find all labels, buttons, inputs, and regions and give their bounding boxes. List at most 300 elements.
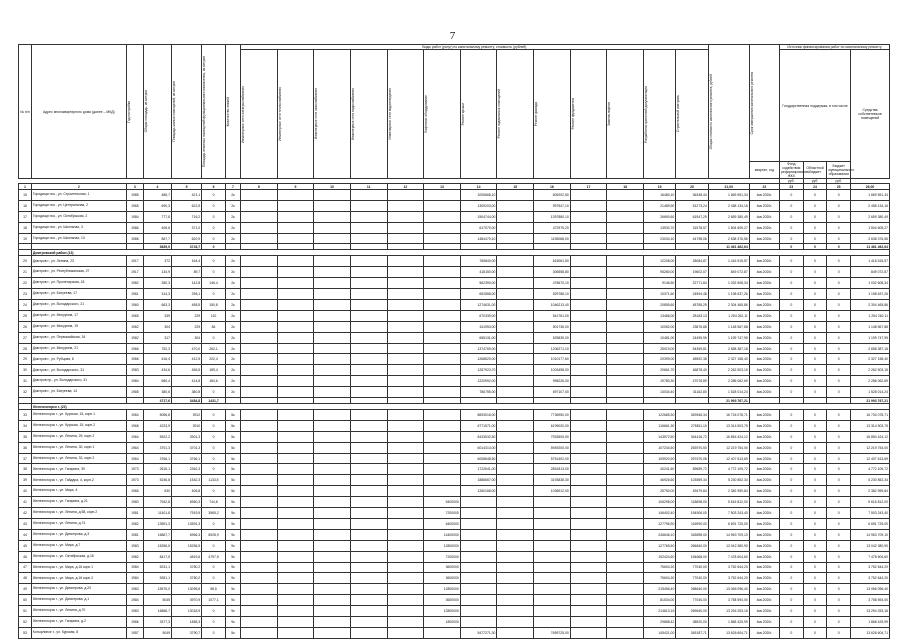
row-address: Дмитров г., ул. Республиканская, 27 bbox=[31, 267, 126, 278]
row-year: 1973 bbox=[126, 464, 143, 475]
table-row bbox=[19, 332, 890, 343]
row-local: 0 bbox=[827, 595, 851, 606]
row-fund: 0 bbox=[779, 508, 803, 519]
row-work-2 bbox=[277, 343, 314, 354]
row-year: 1981 bbox=[126, 529, 143, 540]
row-local: 0 bbox=[827, 267, 851, 278]
row-lift bbox=[424, 289, 461, 300]
row-design: 145421,00 bbox=[644, 627, 676, 638]
row-work-3 bbox=[314, 584, 351, 595]
row-basement bbox=[497, 278, 534, 289]
subtotal-living-area: 3484,8 bbox=[172, 398, 202, 404]
row-lift-replace bbox=[607, 354, 644, 365]
row-lift bbox=[424, 332, 461, 343]
row-owners: 1 199 747,95 bbox=[851, 332, 890, 343]
row-work-4 bbox=[350, 616, 387, 627]
row-design: 152424,60 bbox=[644, 551, 676, 562]
table-row bbox=[19, 562, 890, 573]
row-work-3 bbox=[314, 321, 351, 332]
row-work-3 bbox=[314, 233, 351, 244]
row-work-5 bbox=[387, 595, 424, 606]
row-control: 22771,84 bbox=[676, 278, 708, 289]
row-floors: 2к bbox=[225, 387, 240, 398]
row-foundation bbox=[570, 267, 607, 278]
row-control: 116990,00 bbox=[676, 518, 708, 529]
row-lift bbox=[424, 387, 461, 398]
row-work-4 bbox=[350, 420, 387, 431]
row-work-4 bbox=[350, 200, 387, 211]
row-work-3 bbox=[314, 540, 351, 551]
row-total-cost: 1 199 747,95 bbox=[708, 332, 749, 343]
row-roof: 1274631,00 bbox=[460, 300, 497, 311]
row-number: 39 bbox=[19, 475, 32, 486]
row-lift-replace bbox=[607, 584, 644, 595]
row-owners: 3 758 594,00 bbox=[851, 595, 890, 606]
row-address: Железногорск г., ул. Мира, д.16 корп.1 bbox=[31, 562, 126, 573]
row-number: 19 bbox=[19, 233, 32, 244]
row-facade: 1010177,60 bbox=[534, 354, 571, 365]
row-work-5 bbox=[387, 431, 424, 442]
row-number: 17 bbox=[19, 211, 32, 222]
row-lift-replace bbox=[607, 321, 644, 332]
row-living-area: 4819,6 bbox=[172, 551, 202, 562]
row-facade: 1397880,10 bbox=[534, 211, 571, 222]
row-nonres-area: 150,8 bbox=[202, 300, 226, 311]
row-work-4 bbox=[350, 595, 387, 606]
row-number: 34 bbox=[19, 420, 32, 431]
row-owners: 7 503 243,40 bbox=[851, 508, 890, 519]
header-work-4: Инженерные сети водоснабжения bbox=[350, 87, 355, 141]
row-lift bbox=[424, 233, 461, 244]
row-living-area: 6966,3 bbox=[172, 529, 202, 540]
column-number: 17 bbox=[570, 184, 607, 190]
row-local: 0 bbox=[827, 584, 851, 595]
row-facade: 1155068,00 bbox=[534, 233, 571, 244]
subtotal-total-cost: 21 993 767,21 bbox=[708, 398, 749, 404]
row-deadline: 4кв.2020г. bbox=[749, 300, 779, 311]
row-facade: 306558,80 bbox=[534, 267, 571, 278]
row-work-4 bbox=[350, 332, 387, 343]
row-roof: 1220992,00 bbox=[460, 376, 497, 387]
row-work-1 bbox=[240, 573, 277, 584]
column-number: 26,00 bbox=[851, 184, 890, 190]
row-basement bbox=[497, 584, 534, 595]
row-foundation bbox=[570, 497, 607, 508]
row-year: 1957 bbox=[126, 627, 143, 638]
row-foundation bbox=[570, 289, 607, 300]
row-control: 44798,06 bbox=[676, 233, 708, 244]
row-foundation bbox=[570, 310, 607, 321]
row-control: 266840,00 bbox=[676, 540, 708, 551]
row-total-cost: 2 658 387,18 bbox=[708, 343, 749, 354]
row-design: 143572,50 bbox=[644, 431, 676, 442]
row-owners: 13 042 380,90 bbox=[851, 540, 890, 551]
row-regional: 0 bbox=[803, 387, 827, 398]
row-deadline: 4кв.2020г. bbox=[749, 289, 779, 300]
row-regional: 0 bbox=[803, 551, 827, 562]
row-design: 16480,10 bbox=[644, 190, 676, 201]
row-total-area: 11401,8 bbox=[143, 508, 171, 519]
row-number: 49 bbox=[19, 584, 32, 595]
row-local: 0 bbox=[827, 222, 851, 233]
row-foundation bbox=[570, 464, 607, 475]
row-floors: 9к bbox=[225, 584, 240, 595]
row-nonres-area: 0 bbox=[202, 562, 226, 573]
row-work-2 bbox=[277, 431, 314, 442]
row-year: 1984 bbox=[126, 595, 143, 606]
row-number: 46 bbox=[19, 551, 32, 562]
row-facade: 3193838,30 bbox=[534, 475, 571, 486]
table-body bbox=[19, 190, 890, 639]
row-facade: 478670,10 bbox=[534, 278, 571, 289]
row-nonres-area: 0 bbox=[202, 410, 226, 421]
row-living-area: 13591,3 bbox=[172, 518, 202, 529]
row-floors: 2к bbox=[225, 211, 240, 222]
row-local: 0 bbox=[827, 278, 851, 289]
row-work-2 bbox=[277, 211, 314, 222]
row-control: 77040,00 bbox=[676, 573, 708, 584]
row-total-area: 16866,7 bbox=[143, 606, 171, 617]
row-owners: 14 963 709,10 bbox=[851, 529, 890, 540]
row-work-1 bbox=[240, 365, 277, 376]
row-design: 10052,00 bbox=[644, 321, 676, 332]
row-local: 0 bbox=[827, 497, 851, 508]
header-nonres-area: Площадь нежилых помещений функционального назначения, кв.метров bbox=[202, 56, 207, 167]
row-control: 47078,89 bbox=[676, 376, 708, 387]
column-number: 3 bbox=[126, 184, 143, 190]
row-work-3 bbox=[314, 486, 351, 497]
row-roof bbox=[460, 540, 497, 551]
row-total-area: 314,3 bbox=[143, 289, 171, 300]
row-local: 0 bbox=[827, 354, 851, 365]
row-work-5 bbox=[387, 453, 424, 464]
row-address: Дмитров г., ул. Пролетарская, 18 bbox=[31, 278, 126, 289]
row-fund: 0 bbox=[779, 540, 803, 551]
row-work-2 bbox=[277, 518, 314, 529]
row-control: 77040,00 bbox=[676, 562, 708, 573]
row-roof: 1260168,00 bbox=[460, 486, 497, 497]
row-foundation bbox=[570, 627, 607, 638]
row-number: 23 bbox=[19, 289, 32, 300]
row-deadline: 4кв.2020г. bbox=[749, 365, 779, 376]
row-deadline: 4кв.2020г. bbox=[749, 278, 779, 289]
row-foundation bbox=[570, 387, 607, 398]
row-lift-replace bbox=[607, 627, 644, 638]
row-work-4 bbox=[350, 475, 387, 486]
row-address: Железногорск г., ул. Ленина, 30, корп.1 bbox=[31, 442, 126, 453]
row-lift-replace bbox=[607, 310, 644, 321]
row-nonres-area: 0 bbox=[202, 420, 226, 431]
row-total-area: 5351,1 bbox=[143, 573, 171, 584]
row-lift-replace bbox=[607, 606, 644, 617]
row-local: 0 bbox=[827, 233, 851, 244]
row-year: 1982 bbox=[126, 551, 143, 562]
row-local: 0 bbox=[827, 573, 851, 584]
row-fund: 0 bbox=[779, 267, 803, 278]
row-nonres-area: 1077,1 bbox=[202, 595, 226, 606]
row-floors: 2к bbox=[225, 190, 240, 201]
row-fund: 0 bbox=[779, 256, 803, 267]
row-design: 20661,70 bbox=[644, 365, 676, 376]
row-roof: 6008848,50 bbox=[460, 453, 497, 464]
row-roof: 765840,00 bbox=[460, 256, 497, 267]
row-foundation bbox=[570, 551, 607, 562]
row-basement bbox=[497, 497, 534, 508]
row-number: 28 bbox=[19, 343, 32, 354]
row-year: 1982 bbox=[126, 278, 143, 289]
subtotal-living-area: 3743,7 bbox=[172, 244, 202, 250]
row-year: 1968 bbox=[126, 420, 143, 431]
row-living-area: 3970,9 bbox=[172, 595, 202, 606]
row-work-1 bbox=[240, 343, 277, 354]
row-basement bbox=[497, 376, 534, 387]
row-work-4 bbox=[350, 233, 387, 244]
row-lift bbox=[424, 200, 461, 211]
row-address: Дмитров г., ул. Ленина, 23 bbox=[31, 256, 126, 267]
row-facade bbox=[534, 508, 571, 519]
row-control: 61947,29 bbox=[676, 211, 708, 222]
row-nonres-area: 6928,9 bbox=[202, 529, 226, 540]
row-address: Городищи пос., ул. Центральная, 2 bbox=[31, 200, 126, 211]
row-total-cost: 2 286 062,69 bbox=[708, 376, 749, 387]
row-design: 29888,42 bbox=[644, 616, 676, 627]
row-year: 1962 bbox=[126, 321, 143, 332]
row-facade bbox=[534, 562, 571, 573]
row-address: Дмитров г., ул. Мичурина, 21 bbox=[31, 343, 126, 354]
row-address: Дмитров пр., ул. Володарского, 31 bbox=[31, 376, 126, 387]
row-basement bbox=[497, 627, 534, 638]
row-address: Железногорск г., ул. Гагарина, 39 bbox=[31, 464, 126, 475]
row-foundation bbox=[570, 354, 607, 365]
row-nonres-area: 0 bbox=[202, 267, 226, 278]
row-fund: 0 bbox=[779, 200, 803, 211]
row-floors: 9к bbox=[225, 573, 240, 584]
table-row bbox=[19, 300, 890, 311]
row-number: 21 bbox=[19, 267, 32, 278]
row-foundation bbox=[570, 595, 607, 606]
row-total-area: 3377,3 bbox=[143, 616, 171, 627]
row-floors: 9к bbox=[225, 616, 240, 627]
row-work-1 bbox=[240, 562, 277, 573]
row-work-4 bbox=[350, 300, 387, 311]
row-work-3 bbox=[314, 267, 351, 278]
row-roof: 1374769,00 bbox=[460, 343, 497, 354]
row-local: 0 bbox=[827, 343, 851, 354]
row-number: 51 bbox=[19, 606, 32, 617]
row-work-3 bbox=[314, 211, 351, 222]
row-roof: 617070,00 bbox=[460, 222, 497, 233]
row-total-cost: 2 327 158,40 bbox=[708, 354, 749, 365]
row-living-area: 13018,9 bbox=[172, 606, 202, 617]
row-deadline: 4кв.2020г. bbox=[749, 200, 779, 211]
row-work-5 bbox=[387, 584, 424, 595]
row-work-2 bbox=[277, 376, 314, 387]
row-control: 118698,00 bbox=[676, 497, 708, 508]
row-fund: 0 bbox=[779, 464, 803, 475]
row-lift-replace bbox=[607, 365, 644, 376]
row-living-area: 620,9 bbox=[172, 233, 202, 244]
row-work-3 bbox=[314, 573, 351, 584]
row-design: 127796,90 bbox=[644, 518, 676, 529]
row-design: 75604,20 bbox=[644, 573, 676, 584]
row-floors: 5к bbox=[225, 442, 240, 453]
row-work-5 bbox=[387, 627, 424, 638]
row-roof bbox=[460, 606, 497, 617]
row-roof bbox=[460, 518, 497, 529]
header-works-group: Виды работ (услуг) по капитальному ремонту, стоимость (рублей) bbox=[240, 45, 708, 50]
row-regional: 0 bbox=[803, 540, 827, 551]
row-year: 1960 bbox=[126, 300, 143, 311]
table-row bbox=[19, 486, 890, 497]
row-fund: 0 bbox=[779, 343, 803, 354]
table-row bbox=[19, 354, 890, 365]
row-foundation bbox=[570, 332, 607, 343]
row-basement bbox=[497, 387, 534, 398]
row-nonres-area: 0 bbox=[202, 190, 226, 201]
row-work-5 bbox=[387, 387, 424, 398]
row-facade: 1003498,00 bbox=[534, 365, 571, 376]
row-total-cost: 1 032 608,34 bbox=[708, 278, 749, 289]
row-work-5 bbox=[387, 562, 424, 573]
row-owners: 12 219 754,00 bbox=[851, 442, 890, 453]
row-year: 1917 bbox=[126, 256, 143, 267]
row-regional: 0 bbox=[803, 365, 827, 376]
row-address: Дмитров г., ул. Первомайская, 34 bbox=[31, 332, 126, 343]
row-total-cost: 16 854 424,12 bbox=[708, 431, 749, 442]
row-year: 1982 bbox=[126, 332, 143, 343]
row-year: 1983 bbox=[126, 540, 143, 551]
row-owners: 16 734 078,71 bbox=[851, 410, 890, 421]
column-number: 5 bbox=[172, 184, 202, 190]
row-address: Железногорск г., ул. Курская, 15, корп.1 bbox=[31, 410, 126, 421]
header-total-area: Общая площадь, кв.метров bbox=[143, 90, 148, 133]
row-control: 31578,57 bbox=[676, 222, 708, 233]
row-regional: 0 bbox=[803, 442, 827, 453]
row-floors: 2к bbox=[225, 256, 240, 267]
row-owners: 1 148 567,88 bbox=[851, 321, 890, 332]
row-work-5 bbox=[387, 310, 424, 321]
row-deadline: 4кв.2020г. bbox=[749, 573, 779, 584]
row-deadline: 4кв.2020г. bbox=[749, 233, 779, 244]
row-total-cost: 1 504 605,27 bbox=[708, 222, 749, 233]
row-lift bbox=[424, 321, 461, 332]
row-fund: 0 bbox=[779, 278, 803, 289]
row-lift-replace bbox=[607, 497, 644, 508]
row-roof: 611953,00 bbox=[460, 321, 497, 332]
row-lift-replace bbox=[607, 573, 644, 584]
row-roof: 1484470,10 bbox=[460, 233, 497, 244]
row-control: 278811,10 bbox=[676, 420, 708, 431]
subtotal-total-area: 3839,0 bbox=[143, 244, 171, 250]
row-owners: 1 528 014,24 bbox=[851, 387, 890, 398]
row-local: 0 bbox=[827, 190, 851, 201]
row-work-5 bbox=[387, 200, 424, 211]
row-floors: 5к bbox=[225, 486, 240, 497]
row-roof: 6771571,00 bbox=[460, 420, 497, 431]
row-facade: 529788,10 bbox=[534, 289, 571, 300]
row-work-1 bbox=[240, 420, 277, 431]
row-total-area: 13591,3 bbox=[143, 518, 171, 529]
row-work-2 bbox=[277, 200, 314, 211]
table-row bbox=[19, 616, 890, 627]
unit-rub: руб. bbox=[827, 179, 851, 184]
row-lift-replace bbox=[607, 486, 644, 497]
row-nonres-area: 0 bbox=[202, 332, 226, 343]
row-work-2 bbox=[277, 420, 314, 431]
header-local: Бюджет муниципального образования bbox=[827, 162, 851, 179]
row-lift-replace bbox=[607, 540, 644, 551]
row-basement bbox=[497, 233, 534, 244]
row-lift-replace bbox=[607, 190, 644, 201]
row-facade bbox=[534, 595, 571, 606]
row-address: Железногорск г., ул. Мира, д.16 корп.2 bbox=[31, 573, 126, 584]
row-work-2 bbox=[277, 562, 314, 573]
row-work-3 bbox=[314, 343, 351, 354]
row-foundation bbox=[570, 562, 607, 573]
row-living-area: 229 bbox=[172, 321, 202, 332]
row-year: 1986 bbox=[126, 233, 143, 244]
row-total-area: 752,3 bbox=[143, 343, 171, 354]
row-total-area: 4223,9 bbox=[143, 420, 171, 431]
row-lift: 12800000 bbox=[424, 540, 461, 551]
row-nonres-area: 184,6 bbox=[202, 376, 226, 387]
row-floors: 5к bbox=[225, 410, 240, 421]
row-basement bbox=[497, 354, 534, 365]
row-lift: 14400000 bbox=[424, 529, 461, 540]
subtotal-regional: 0 bbox=[803, 244, 827, 250]
row-lift-replace bbox=[607, 332, 644, 343]
row-address: Железногорск г., ул. Ленина, д.70 bbox=[31, 606, 126, 617]
row-regional: 0 bbox=[803, 332, 827, 343]
row-deadline: 4кв.2020г. bbox=[749, 310, 779, 321]
row-regional: 0 bbox=[803, 321, 827, 332]
column-number: 12 bbox=[387, 184, 424, 190]
row-work-3 bbox=[314, 310, 351, 321]
row-total-cost: 1 868 425,99 bbox=[708, 616, 749, 627]
row-local: 0 bbox=[827, 200, 851, 211]
row-address: Железногорск г., ул. Ленина, 25, корп.2 bbox=[31, 431, 126, 442]
row-regional: 0 bbox=[803, 256, 827, 267]
header-owners: Средства собственников помещений bbox=[851, 50, 890, 179]
row-address: Железногорск г., ул. Димитрова, д.3 bbox=[31, 529, 126, 540]
row-nonres-area: 0 bbox=[202, 518, 226, 529]
row-local: 0 bbox=[827, 332, 851, 343]
row-lift-replace bbox=[607, 410, 644, 421]
row-total-cost: 7 503 243,40 bbox=[708, 508, 749, 519]
row-living-area: 13095,8 bbox=[172, 584, 202, 595]
row-basement bbox=[497, 573, 534, 584]
row-address: Железногорск г., ул. Димитрова, д.1 bbox=[31, 595, 126, 606]
header-work-2: Инженерные сети теплоснабжения bbox=[277, 87, 282, 141]
row-deadline: 4кв.2020г. bbox=[749, 616, 779, 627]
row-deadline: 4кв.2020г. bbox=[749, 540, 779, 551]
row-lift-replace bbox=[607, 420, 644, 431]
row-basement bbox=[497, 595, 534, 606]
row-owners: 5 616 812,00 bbox=[851, 497, 890, 508]
row-work-4 bbox=[350, 431, 387, 442]
row-work-5 bbox=[387, 410, 424, 421]
row-control: 46878,40 bbox=[676, 365, 708, 376]
row-total-cost: 5 230 852,34 bbox=[708, 475, 749, 486]
row-deadline: 4кв.2020г. bbox=[749, 211, 779, 222]
row-living-area: 304 bbox=[172, 332, 202, 343]
row-number: 20 bbox=[19, 256, 32, 267]
row-foundation bbox=[570, 518, 607, 529]
row-design: 107234,50 bbox=[644, 442, 676, 453]
row-fund: 0 bbox=[779, 365, 803, 376]
row-design: 13466,00 bbox=[644, 310, 676, 321]
table-row bbox=[19, 190, 890, 201]
